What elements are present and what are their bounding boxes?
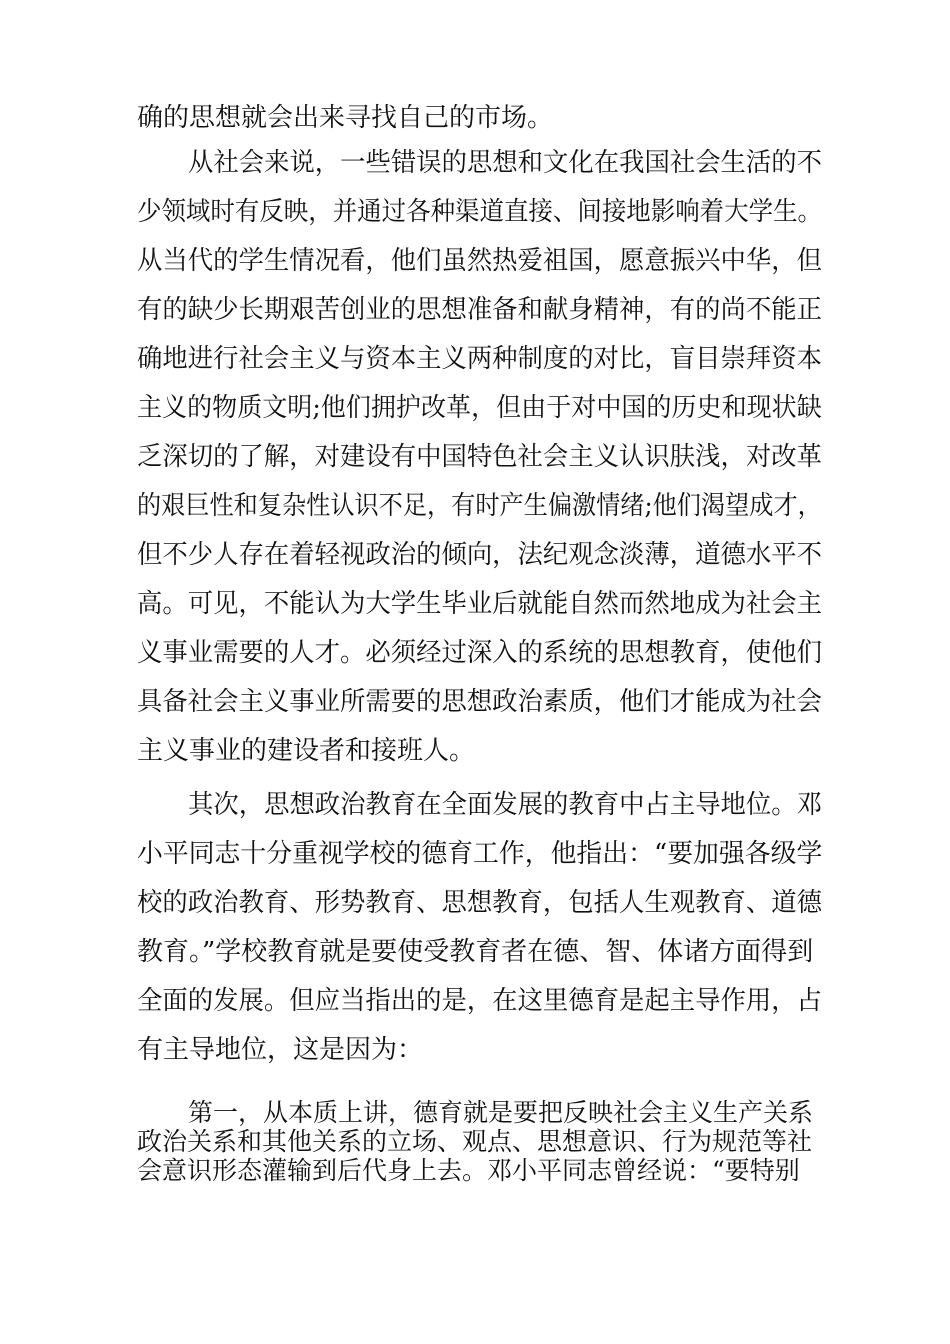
paragraph-line: 校的政治教育、形势教育、思想教育，包括人生观教育、道德 (137, 888, 823, 918)
paragraph-line: 教育。”学校教育就是要使受教育者在德、智、体诸方面得到 (137, 937, 814, 967)
paragraph-line: 但不少人存在着轻视政治的倾向，法纪观念淡薄，道德水平不 (137, 540, 823, 570)
paragraph-line: 的艰巨性和复杂性认识不足，有时产生偏激情绪;他们渴望成才， (137, 491, 822, 521)
paragraph-line: 从社会来说，一些错误的思想和文化在我国社会生活的不 (188, 148, 823, 178)
paragraph-line: 政治关系和其他关系的立场、观点、思想意识、行为规范等社 (137, 1127, 813, 1156)
paragraph-line: 义事业需要的人才。必须经过深入的系统的思想教育，使他们 (137, 638, 823, 668)
paragraph-line: 第一，从本质上讲，德育就是要把反映社会主义生产关系 (188, 1098, 814, 1127)
paragraph-line: 主义事业的建设者和接班人。 (137, 736, 476, 766)
paragraph-line: 高。可见，不能认为大学生毕业后就能自然而然地成为社会主 (137, 589, 823, 619)
paragraph-line: 乏深切的了解，对建设有中国特色社会主义认识肤浅，对改革 (137, 442, 823, 472)
paragraph-line: 有主导地位，这是因为： (137, 1035, 424, 1065)
paragraph-line: 少领域时有反映，并通过各种渠道直接、间接地影响着大学生。 (137, 197, 823, 227)
paragraph-line: 具备社会主义事业所需要的思想政治素质，他们才能成为社会 (137, 687, 823, 717)
paragraph-line: 有的缺少长期艰苦创业的思想准备和献身精神，有的尚不能正 (137, 295, 823, 325)
paragraph-line: 主义的物质文明;他们拥护改革，但由于对中国的历史和现状缺 (137, 393, 822, 423)
paragraph-line: 从当代的学生情况看，他们虽然热爱祖国，愿意振兴中华，但 (137, 246, 823, 276)
paragraph-line: 全面的发展。但应当指出的是，在这里德育是起主导作用，占 (137, 986, 823, 1016)
paragraph-line: 确的思想就会出来寻找自己的市场。 (137, 103, 554, 133)
paragraph-line: 其次，思想政治教育在全面发展的教育中占主导地位。邓 (188, 790, 823, 820)
paragraph-line: 确地进行社会主义与资本主义两种制度的对比，盲目崇拜资本 (137, 344, 823, 374)
paragraph-line: 小平同志十分重视学校的德育工作，他指出：“要加强各级学 (137, 839, 823, 869)
paragraph-line: 会意识形态灌输到后代身上去。邓小平同志曾经说：“要特别 (137, 1156, 800, 1185)
